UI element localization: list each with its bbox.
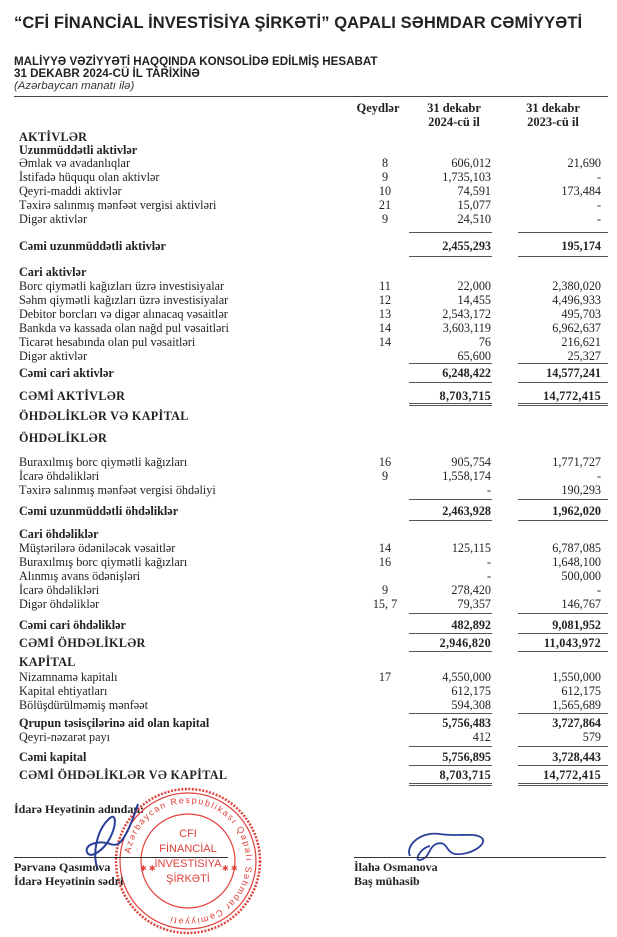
row-label: Alınmış avans ödənişləri <box>19 569 141 583</box>
row-label: Müştərilərə ödəniləcək vəsaitlər <box>19 541 176 555</box>
row-note: 13 <box>378 307 392 321</box>
row-label: Buraxılmış borc qiymətli kağızları <box>19 455 188 469</box>
row-label: Buraxılmış borc qiymətli kağızları <box>19 555 188 569</box>
value-2024: 594,308 <box>451 698 491 712</box>
value-2023: 495,703 <box>561 307 601 321</box>
value-2023: 146,767 <box>561 597 601 611</box>
value-2023: 579 <box>582 730 601 744</box>
row-label: Səhm qiymətli kağızları üzrə investisiyalar <box>19 293 229 307</box>
value-2024: 612,175 <box>451 684 491 698</box>
row-note: 9 <box>381 170 389 184</box>
total-rule <box>518 633 608 634</box>
value-2024: 14,455 <box>457 293 491 307</box>
table-row <box>0 431 617 445</box>
table-row <box>0 716 617 730</box>
total-rule <box>518 520 608 521</box>
table-row <box>0 504 617 518</box>
row-label: Cəmi uzunmüddətli öhdəliklər <box>19 504 179 518</box>
row-note: 9 <box>381 583 389 597</box>
table-row <box>0 321 617 335</box>
statement-title: MALİYYƏ VƏZİYYƏTİ HAQQINDA KONSOLİDƏ EDİLMİŞ HESABAT <box>14 55 378 68</box>
seal-line-3: İNVESTİSİYA <box>154 858 222 870</box>
row-label: CƏMİ AKTİVLƏR <box>19 389 126 403</box>
grand-total-double-rule <box>518 403 608 406</box>
value-2024: 3,603,119 <box>442 321 491 335</box>
row-note: 10 <box>378 184 392 198</box>
left-signatory-role: İdarə Heyətinin sədri <box>14 874 124 888</box>
value-2024: 22,000 <box>457 279 491 293</box>
table-row <box>0 239 617 253</box>
row-label: CƏMİ ÖHDƏLİKLƏR <box>19 636 146 650</box>
value-2024: 606,012 <box>451 156 491 170</box>
value-2023: 4,496,933 <box>552 293 601 307</box>
table-row <box>0 636 617 650</box>
subtotal-rule <box>409 746 492 747</box>
right-signatory-name: İlahə Osmanova <box>354 860 438 874</box>
row-note: 15, 7 <box>372 597 398 611</box>
value-2023: 9,081,952 <box>552 618 601 632</box>
value-2024: 8,703,715 <box>439 768 491 782</box>
table-row <box>0 198 617 212</box>
row-label: Təxirə salınmış mənfəət vergisi öhdəliyi <box>19 483 216 497</box>
row-label: İcarə öhdəlikləri <box>19 583 100 597</box>
table-row <box>0 597 617 611</box>
row-label: Cari öhdəliklər <box>19 527 99 541</box>
currency-note: (Azərbaycan manatı ilə) <box>14 80 135 92</box>
seal-line-4: ŞİRKƏTİ <box>166 873 210 885</box>
row-label: Borc qiymətli kağızları üzrə investisiyalar <box>19 279 225 293</box>
left-signatory-name: Pərvanə Qasımova <box>14 860 111 874</box>
seal-ring-text: Azərbaycan Respublikası Qapalı Səhmdar Cəmiyyəti <box>122 794 255 928</box>
company-title: “CFİ FİNANCİAL İNVESTİSİYA ŞİRKƏTİ” QAPALI SƏHMDAR CƏMİYYƏTİ <box>14 14 583 32</box>
table-row <box>0 366 617 380</box>
total-rule <box>409 382 492 383</box>
y2024-header-line1: 31 dekabr <box>427 101 481 115</box>
table-row <box>0 768 617 782</box>
row-label: Uzunmüddətli aktivlər <box>19 143 138 157</box>
table-row <box>0 483 617 497</box>
row-label: Debitor borcları və digər alınacaq vəsaitlər <box>19 307 228 321</box>
table-row <box>0 698 617 712</box>
value-2023: 11,043,972 <box>543 636 601 650</box>
row-note: 8 <box>381 156 389 170</box>
column-header-notes <box>343 101 413 115</box>
table-row <box>0 730 617 744</box>
value-2023: 173,484 <box>561 184 601 198</box>
value-2024: 905,754 <box>451 455 491 469</box>
table-row <box>0 618 617 632</box>
table-row <box>0 293 617 307</box>
total-rule <box>409 765 492 766</box>
value-2023: 500,000 <box>561 569 601 583</box>
row-note: 16 <box>378 555 392 569</box>
value-2024: 1,735,103 <box>442 170 491 184</box>
row-label: Cari aktivlər <box>19 265 87 279</box>
subtotal-rule <box>518 499 608 500</box>
total-rule <box>518 651 608 652</box>
subtotal-rule <box>409 232 492 233</box>
row-note: 21 <box>378 198 392 212</box>
value-2024: 74,591 <box>457 184 491 198</box>
table-row <box>0 130 617 144</box>
row-note: 17 <box>378 670 392 684</box>
row-label: ÖHDƏLİKLƏR <box>19 431 108 445</box>
subtotal-rule <box>518 713 608 714</box>
total-rule <box>409 651 492 652</box>
on-behalf-label: İdarə Heyətinin adından: <box>14 802 145 816</box>
value-2023: 21,690 <box>567 156 601 170</box>
row-note: 9 <box>381 212 389 226</box>
table-row <box>0 455 617 469</box>
table-row <box>0 170 617 184</box>
table-row <box>0 670 617 684</box>
value-2023: 25,327 <box>567 349 601 363</box>
value-2024: 2,455,293 <box>442 239 491 253</box>
subtotal-rule <box>518 363 608 364</box>
value-2024: 2,463,928 <box>442 504 491 518</box>
total-rule <box>409 633 492 634</box>
subtotal-rule <box>518 613 608 614</box>
y2023-header-line2: 2023-cü il <box>527 115 579 129</box>
row-label: Təxirə salınmış mənfəət vergisi aktivləri <box>19 198 217 212</box>
table-row <box>0 409 617 423</box>
subtotal-rule <box>409 363 492 364</box>
total-rule <box>518 382 608 383</box>
row-label: Digər aktivlər <box>19 349 88 363</box>
table-row <box>0 265 617 279</box>
y2024-header-line2: 2024-cü il <box>428 115 480 129</box>
value-2023: 1,962,020 <box>552 504 601 518</box>
svg-text:✱ ✱: ✱ ✱ <box>140 864 156 873</box>
row-label: KAPİTAL <box>19 655 76 669</box>
row-note: 14 <box>378 335 392 349</box>
value-2024: 8,703,715 <box>439 389 491 403</box>
value-2024: 482,892 <box>451 618 491 632</box>
column-header-2023 <box>498 101 608 129</box>
value-2024: 278,420 <box>451 583 491 597</box>
row-note: 12 <box>378 293 392 307</box>
table-row <box>0 389 617 403</box>
value-2023: 1,550,000 <box>552 670 601 684</box>
row-label: Qeyri-maddi aktivlər <box>19 184 122 198</box>
row-label: Cəmi uzunmüddətli aktivlər <box>19 239 166 253</box>
value-2023: 14,772,415 <box>543 389 601 403</box>
value-2024: 76 <box>478 335 491 349</box>
value-2023: 216,621 <box>561 335 601 349</box>
table-row <box>0 569 617 583</box>
subtotal-rule <box>518 746 608 747</box>
table-row <box>0 212 617 226</box>
seal-line-1: CFI <box>179 828 197 840</box>
value-2023: 6,962,637 <box>552 321 601 335</box>
table-row <box>0 527 617 541</box>
table-row <box>0 541 617 555</box>
value-2023: - <box>596 198 601 212</box>
value-2023: 3,728,443 <box>552 750 601 764</box>
value-2024: 125,115 <box>451 541 491 555</box>
value-2023: - <box>596 170 601 184</box>
row-label: Cəmi cari aktivlər <box>19 366 114 380</box>
row-label: ÖHDƏLİKLƏR VƏ KAPİTAL <box>19 409 189 423</box>
y2023-header-line1: 31 dekabr <box>526 101 580 115</box>
row-label: Digər öhdəliklər <box>19 597 100 611</box>
total-rule <box>518 765 608 766</box>
row-label: Qrupun təsisçilərinə aid olan kapital <box>19 716 210 730</box>
value-2023: 14,577,241 <box>546 366 601 380</box>
value-2023: - <box>596 212 601 226</box>
table-row <box>0 143 617 157</box>
value-2024: - <box>486 555 491 569</box>
row-note: 9 <box>381 469 389 483</box>
value-2024: 412 <box>472 730 491 744</box>
row-label: Qeyri-nəzarət payı <box>19 730 111 744</box>
value-2024: 79,357 <box>457 597 491 611</box>
row-label: Kapital ehtiyatları <box>19 684 108 698</box>
total-rule <box>518 256 608 257</box>
row-label: CƏMİ ÖHDƏLİKLƏR VƏ KAPİTAL <box>19 768 228 782</box>
row-label: İcarə öhdəlikləri <box>19 469 100 483</box>
table-row <box>0 307 617 321</box>
statement-date: 31 DEKABR 2024-CÜ İL TARİXİNƏ <box>14 67 200 80</box>
subtotal-rule <box>518 232 608 233</box>
subtotal-rule <box>409 613 492 614</box>
value-2023: 6,787,085 <box>552 541 601 555</box>
row-note: 14 <box>378 541 392 555</box>
row-note: 14 <box>378 321 392 335</box>
value-2023: 1,565,689 <box>552 698 601 712</box>
subtotal-rule <box>409 713 492 714</box>
value-2023: 190,293 <box>561 483 601 497</box>
row-label: Digər aktivlər <box>19 212 88 226</box>
row-note: 16 <box>378 455 392 469</box>
table-row <box>0 555 617 569</box>
value-2023: 2,380,020 <box>552 279 601 293</box>
table-row <box>0 583 617 597</box>
table-row <box>0 469 617 483</box>
svg-text:✱ ✱: ✱ ✱ <box>222 864 238 873</box>
table-row <box>0 184 617 198</box>
value-2023: 612,175 <box>561 684 601 698</box>
value-2024: 15,077 <box>457 198 491 212</box>
value-2024: 2,946,820 <box>439 636 491 650</box>
notes-header-label: Qeydlər <box>356 101 400 115</box>
total-rule <box>409 520 492 521</box>
value-2024: 65,600 <box>457 349 491 363</box>
value-2024: - <box>486 483 491 497</box>
value-2023: 1,648,100 <box>552 555 601 569</box>
value-2024: 24,510 <box>457 212 491 226</box>
value-2024: 2,543,172 <box>442 307 491 321</box>
row-label: AKTİVLƏR <box>19 130 88 144</box>
table-row <box>0 335 617 349</box>
table-row <box>0 279 617 293</box>
column-header-2024 <box>408 101 500 129</box>
table-row <box>0 156 617 170</box>
table-row <box>0 349 617 363</box>
row-label: Bölüşdürülməmiş mənfəət <box>19 698 148 712</box>
value-2023: - <box>596 583 601 597</box>
value-2023: 195,174 <box>561 239 601 253</box>
left-signature-line <box>14 857 228 858</box>
row-label: Ticarət hesabında olan pul vəsaitləri <box>19 335 196 349</box>
value-2024: 1,558,174 <box>442 469 491 483</box>
grand-total-double-rule <box>409 403 492 406</box>
value-2024: - <box>486 569 491 583</box>
table-row <box>0 750 617 764</box>
row-label: Bankda və kassada olan nağd pul vəsaitləri <box>19 321 229 335</box>
value-2024: 5,756,895 <box>442 750 491 764</box>
row-label: Əmlak və avadanlıqlar <box>19 156 130 170</box>
value-2023: 1,771,727 <box>552 455 601 469</box>
value-2023: - <box>596 469 601 483</box>
seal-line-2: FİNANCİAL <box>159 843 217 855</box>
right-signatory-role: Baş mühasib <box>354 874 420 888</box>
row-label: Cəmi kapital <box>19 750 87 764</box>
total-rule <box>409 256 492 257</box>
table-row <box>0 684 617 698</box>
value-2024: 4,550,000 <box>442 670 491 684</box>
grand-total-double-rule <box>409 783 492 786</box>
value-2024: 5,756,483 <box>442 716 491 730</box>
table-row <box>0 655 617 669</box>
row-label: İstifadə hüququ olan aktivlər <box>19 170 160 184</box>
row-label: Nizamnamə kapitalı <box>19 670 118 684</box>
grand-total-double-rule <box>518 783 608 786</box>
value-2023: 3,727,864 <box>552 716 601 730</box>
subtotal-rule <box>409 499 492 500</box>
header-divider <box>14 96 608 97</box>
value-2023: 14,772,415 <box>543 768 601 782</box>
row-note: 11 <box>379 279 391 293</box>
right-signature-line <box>354 857 606 858</box>
value-2024: 6,248,422 <box>442 366 491 380</box>
row-label: Cəmi cari öhdəliklər <box>19 618 126 632</box>
